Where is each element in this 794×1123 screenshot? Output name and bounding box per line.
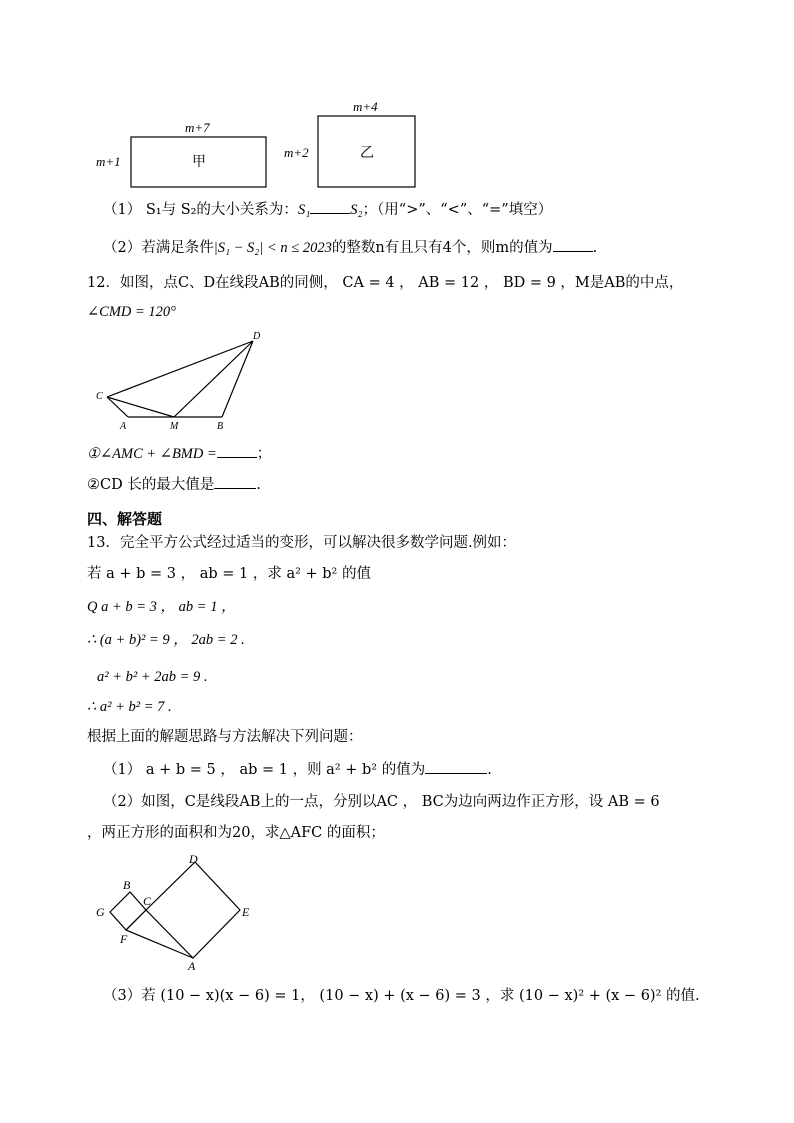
- answer-blank[interactable]: [310, 199, 350, 214]
- point-label-m: M: [170, 421, 179, 432]
- point-label-b: B: [217, 421, 224, 432]
- point-label-g: G: [96, 905, 105, 919]
- rect-jia-left-label: m+1: [96, 154, 121, 169]
- point-label-b: B: [123, 878, 131, 892]
- rect-yi-top-label: m+4: [353, 99, 378, 114]
- point-label-e: E: [242, 905, 250, 919]
- point-label-f: F: [120, 932, 128, 946]
- answer-blank[interactable]: [425, 759, 487, 774]
- point-label-c: C: [143, 894, 152, 908]
- rect-yi-center-label: 乙: [360, 146, 374, 161]
- point-label-c: C: [96, 391, 103, 402]
- rectangles-figure: [0, 0, 794, 200]
- q12-line1: 12．如图，点C、D在线段AB的同侧， CA = 4 ， AB = 12 ， BD = 9 ，M是AB的中点，: [87, 275, 684, 291]
- answer-blank[interactable]: [217, 443, 257, 458]
- q13-part2-line1: （2）如图，C是线段AB上的一点，分别以AC ， BC为边向两边作正方形，设 AB = 6: [103, 794, 660, 810]
- q13-part2-line2: ，两正方形的面积和为20，求△AFC 的面积；: [87, 825, 385, 841]
- q13-line3: Q a + b = 3 ， ab = 1 ，: [87, 599, 236, 615]
- rect-yi-left-label: m+2: [284, 145, 309, 160]
- q12-line2: ∠CMD = 120°: [87, 304, 176, 320]
- answer-blank[interactable]: [214, 474, 256, 489]
- rect-jia-center-label: 甲: [192, 155, 206, 170]
- point-label-d: D: [253, 331, 261, 342]
- answer-blank[interactable]: [553, 237, 593, 252]
- q11-part1: （1） S₁与 S₂的大小关系为：S₁ S₂；（用“>”、“<”、“=”填空）: [103, 199, 552, 220]
- q13-part3: （3）若 (10 − x)(x − 6) = 1， (10 − x) + (x − 6) = 3 ，求 (10 − x)² + (x − 6)² 的值.: [103, 988, 700, 1004]
- q13-part1: （1） a + b = 5 ， ab = 1 ，则 a² + b² 的值为 .: [103, 759, 492, 780]
- point-label-d: D: [189, 852, 198, 866]
- q12-sub2: ②CD 长的最大值是 .: [87, 474, 261, 495]
- q13-figure: [90, 850, 270, 975]
- q13-line5: a² + b² + 2ab = 9 .: [97, 669, 208, 685]
- q12-figure: [90, 325, 280, 435]
- q13-line6: ∴ a² + b² = 7 .: [87, 699, 172, 715]
- q12-sub1: ①∠AMC + ∠BMD = ；: [87, 443, 271, 464]
- q11-part2: （2）若满足条件|S₁ − S₂| < n ≤ 2023的整数n有且只有4个，则m的值为 .: [103, 237, 597, 258]
- rect-jia-top-label: m+7: [185, 120, 210, 135]
- point-label-a: A: [188, 959, 196, 973]
- point-label-a: A: [120, 421, 127, 432]
- q13-line2: 若 a + b = 3 ， ab = 1 ，求 a² + b² 的值: [87, 566, 371, 582]
- section-heading: 四、解答题: [87, 510, 163, 528]
- q13-line1: 13．完全平方公式经过适当的变形，可以解决很多数学问题.例如：: [87, 535, 517, 551]
- q13-line7: 根据上面的解题思路与方法解决下列问题：: [87, 729, 363, 745]
- q13-line4: ∴ (a + b)² = 9 ， 2ab = 2 .: [87, 632, 245, 648]
